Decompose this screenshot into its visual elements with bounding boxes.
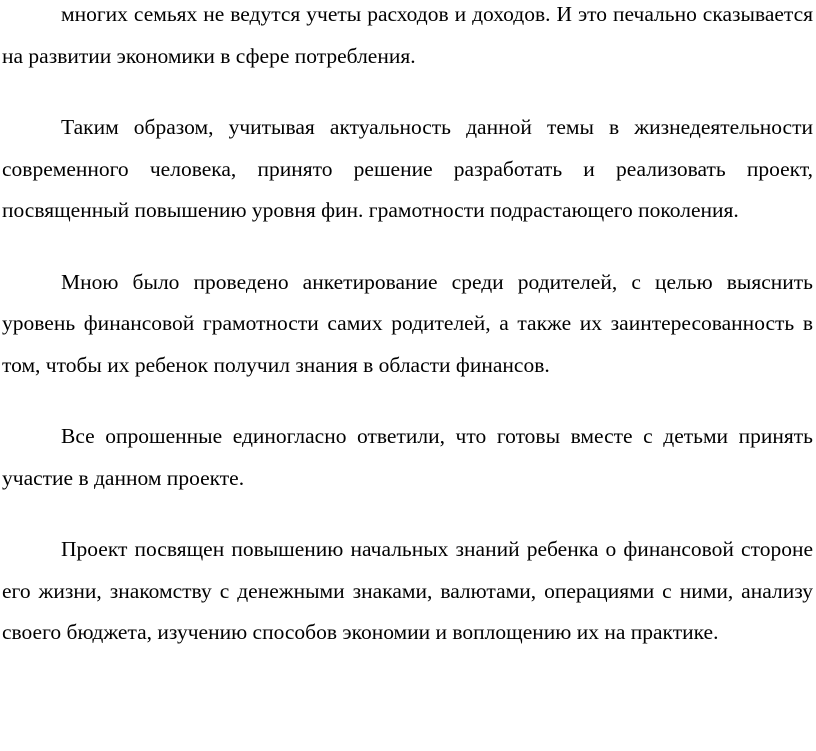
paragraph-continuation: многих семьях не ведутся учеты расходов и доходов. И это печально сказывается на развитии экономики в сфере потребления. <box>2 2 813 68</box>
paragraph-project-description: Проект посвящен повышению начальных знаний ребенка о финансовой стороне его жизни, знакомству с денежными знаками, валютами, операциями с ними, анализу своего бюджета, изучению способов экономии и воплощению их на практике. <box>2 537 813 644</box>
paragraph-survey: Мною было проведено анкетирование среди родителей, с целью выяснить уровень финансовой грамотности самих родителей, а также их заинтересованность в том, чтобы их ребенок получил знания в области финансов. <box>2 269 813 377</box>
paragraph-project-decision: Таким образом, учитывая актуальность данной темы в жизнедеятельности современного человека, принято решение разработать и реализовать проект, посвященный повышению уровня фин. грамотности подрастающего поколения. <box>2 115 813 222</box>
paragraph-survey-result: Все опрошенные единогласно ответили, что готовы вместе с детьми принять участие в данном проекте. <box>2 424 813 490</box>
